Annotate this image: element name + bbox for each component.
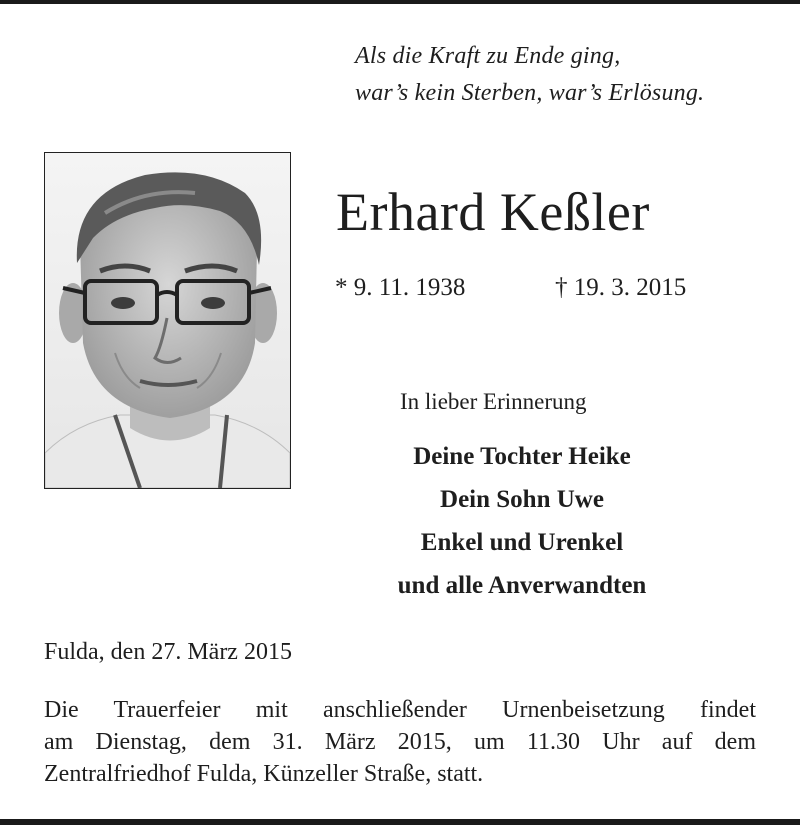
birth-date: * 9. 11. 1938 [335,274,466,301]
memory-caption: In lieber Erinnerung [400,389,587,414]
ceremony-details [44,694,756,790]
mourner-line: Enkel und Urenkel [420,529,624,556]
motto-line-2: war’s kein Sterben, war’s Erlösung. [355,80,705,106]
deceased-name: Erhard Keßler [336,182,650,242]
motto-line-1: Als die Kraft zu Ende ging, [355,43,621,69]
ceremony-line-3: Zentralfriedhof Fulda, Künzeller Straße, statt. [44,761,484,787]
motto-quote [355,38,775,112]
mourner-line: Deine Tochter Heike [413,443,631,470]
mourner-line: und alle Anverwandten [397,572,647,599]
mourner-line: Dein Sohn Uwe [440,486,604,513]
ceremony-line-1: Die Trauerfeier mit anschließender Urnenbeisetzung findet [44,697,756,723]
portrait-photo [44,152,291,489]
ceremony-line-2: am Dienstag, dem 31. März 2015, um 11.30 Uhr auf dem [44,729,756,755]
mourners-list [322,435,722,607]
death-date: † 19. 3. 2015 [555,274,687,301]
place-and-date: Fulda, den 27. März 2015 [44,639,292,665]
